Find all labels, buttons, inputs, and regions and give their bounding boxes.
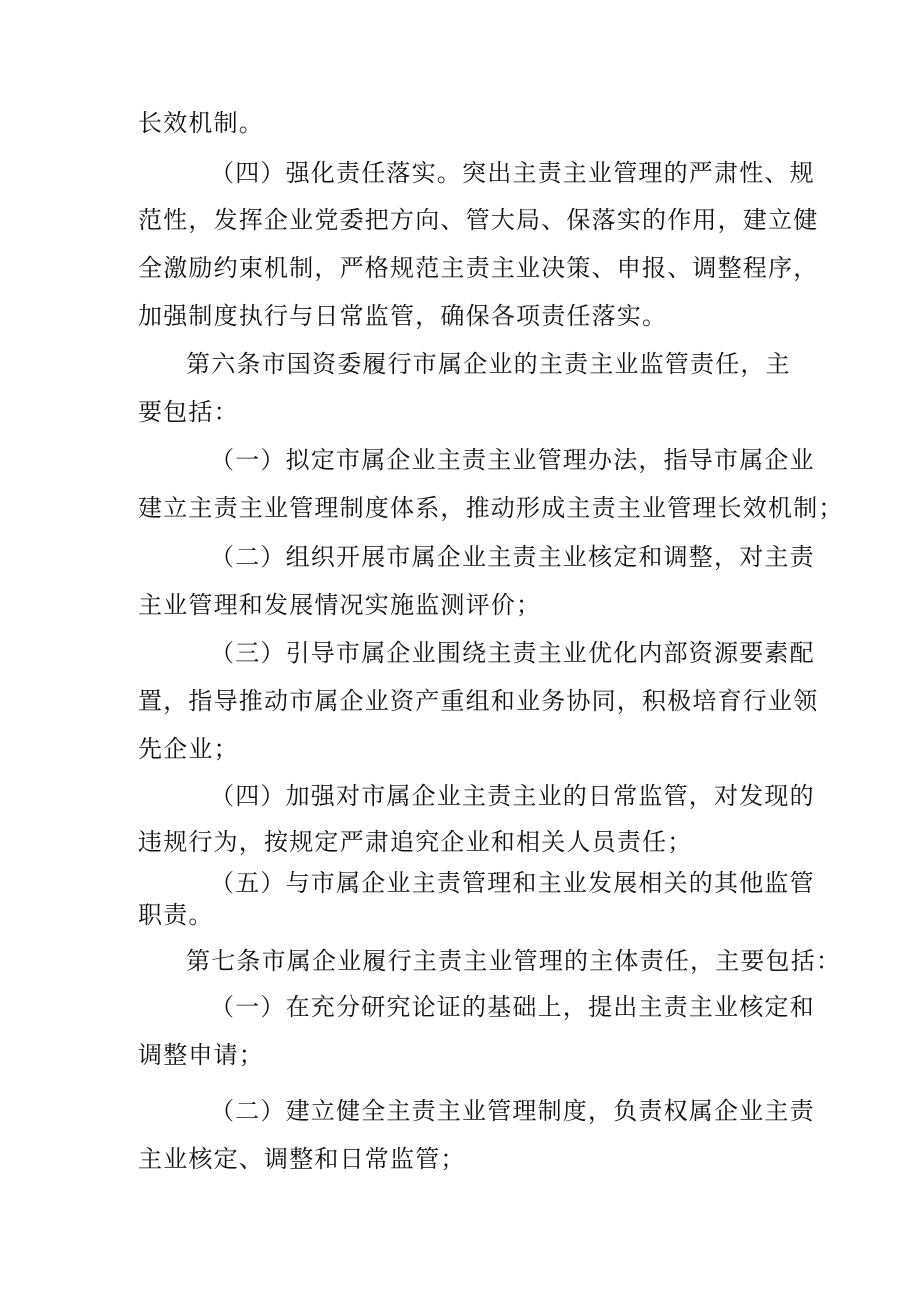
paragraph-line: （一）拟定市属企业主责主业管理办法，指导市属企业 xyxy=(210,446,815,474)
paragraph-line: 范性，发挥企业党委把方向、管大局、保落实的作用，建立健 xyxy=(138,206,819,234)
article-heading-line: 第六条市国资委履行市属企业的主责主业监管责任，主 xyxy=(186,350,791,378)
paragraph-line: （四）强化责任落实。突出主责主业管理的严肃性、规 xyxy=(210,159,815,187)
article-heading-line: 第七条市属企业履行主责主业管理的主体责任，主要包括： xyxy=(186,947,842,975)
paragraph-line: 长效机制。 xyxy=(138,109,264,137)
paragraph-line: （二）建立健全主责主业管理制度，负责权属企业主责 xyxy=(210,1097,815,1125)
paragraph-line: 建立主责主业管理制度体系，推动形成主责主业管理长效机制； xyxy=(138,494,844,522)
paragraph-line: 全激励约束机制，严格规范主责主业决策、申报、调整程序， xyxy=(138,254,819,282)
paragraph-line: 置，指导推动市属企业资产重组和业务协同，积极培育行业领 xyxy=(138,687,819,715)
paragraph-line: （一）在充分研究论证的基础上，提出主责主业核定和 xyxy=(210,993,815,1021)
paragraph-line: 主业核定、调整和日常监管； xyxy=(138,1145,466,1173)
paragraph-line: （五）与市属企业主责管理和主业发展相关的其他监管 xyxy=(210,869,815,897)
paragraph-line: 违规行为，按规定严肃追究企业和相关人员责任； xyxy=(138,828,693,856)
paragraph-line: 先企业； xyxy=(138,735,239,763)
paragraph-line: 职责。 xyxy=(138,901,214,929)
paragraph-line: 调整申请； xyxy=(138,1041,264,1069)
paragraph-line: 要包括： xyxy=(138,398,239,426)
paragraph-line: 加强制度执行与日常监管，确保各项责任落实。 xyxy=(138,302,668,330)
paragraph-line: 主业管理和发展情况实施监测评价； xyxy=(138,591,542,619)
paragraph-line: （二）组织开展市属企业主责主业核定和调整，对主责 xyxy=(210,543,815,571)
paragraph-line: （四）加强对市属企业主责主业的日常监管，对发现的 xyxy=(210,782,815,810)
paragraph-line: （三）引导市属企业围绕主责主业优化内部资源要素配 xyxy=(210,639,815,667)
